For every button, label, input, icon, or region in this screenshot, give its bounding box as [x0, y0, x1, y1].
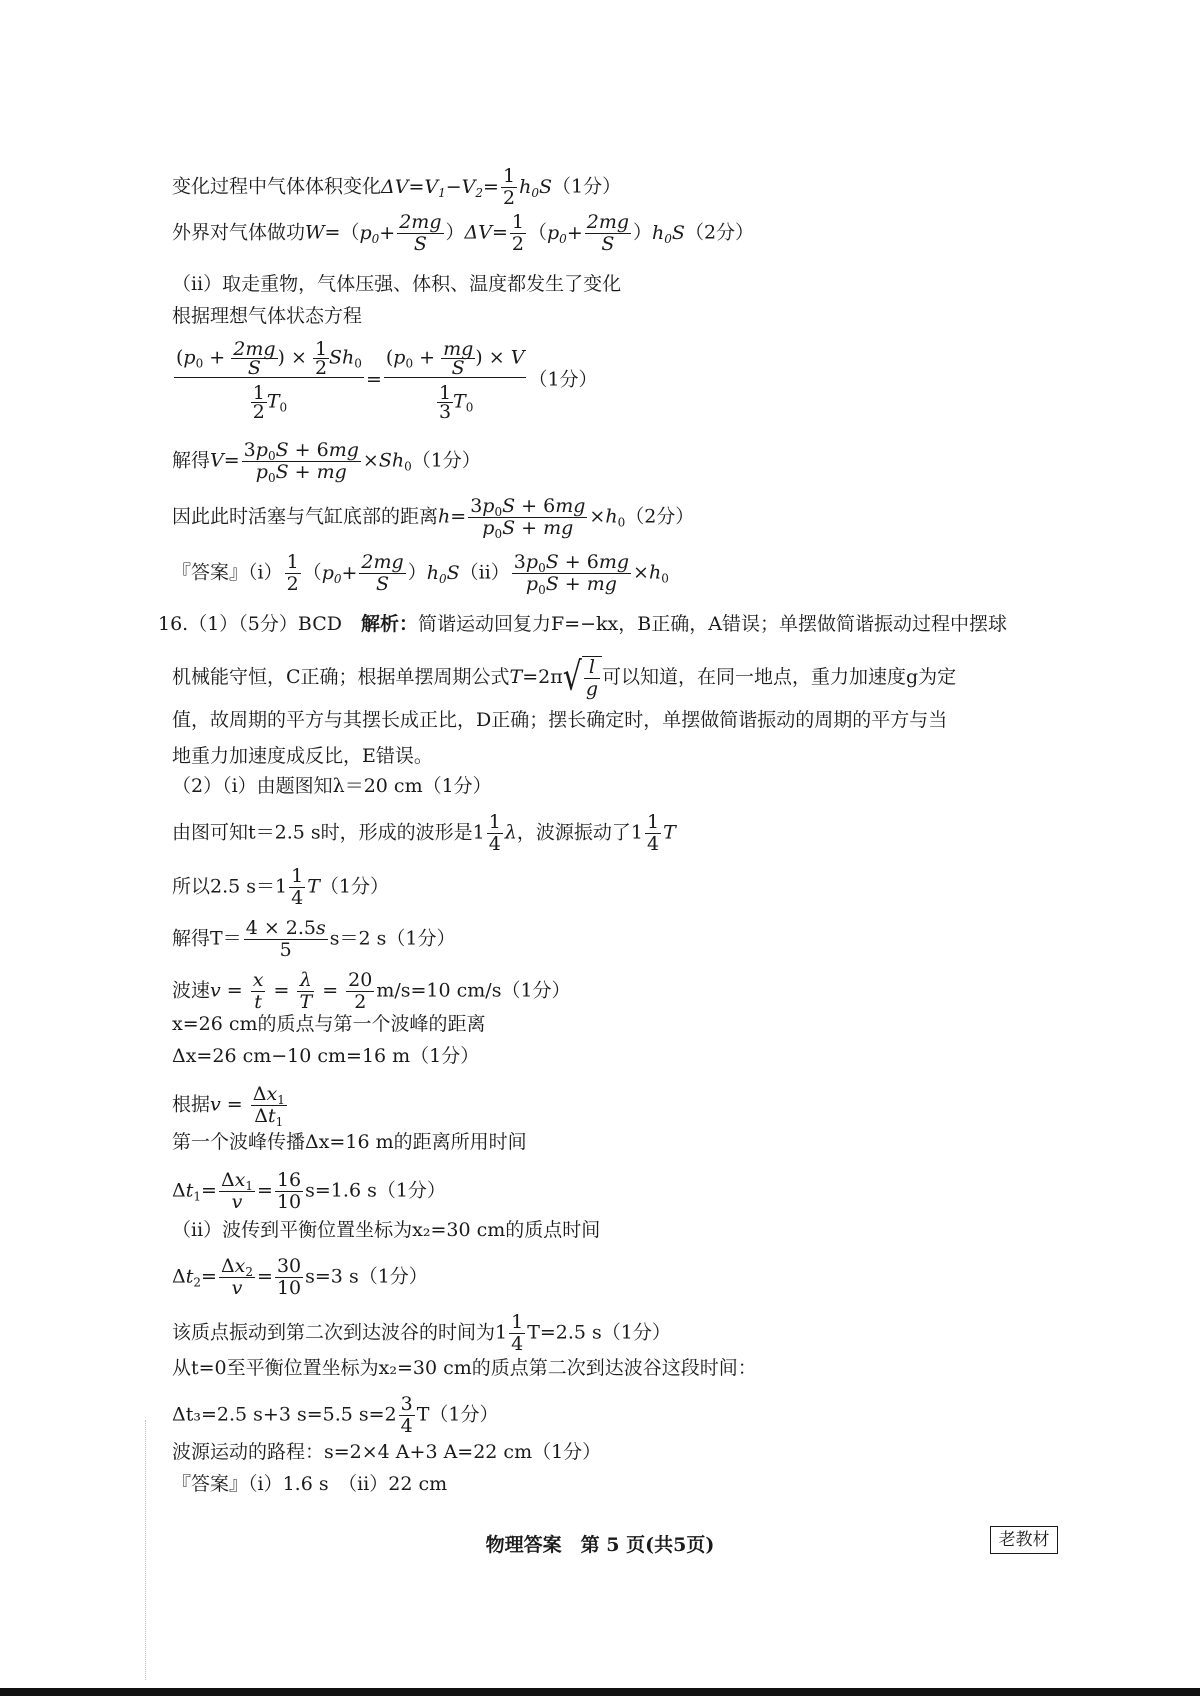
q16-head: 16.（1）（5分）BCD [158, 613, 342, 635]
scan-bottom-edge [0, 1688, 1200, 1696]
text: Δt₃=2.5 s+3 s=5.5 s= [172, 1403, 385, 1426]
text: s＝2 s（1分） [329, 927, 456, 950]
step-4: 解得T＝ $\frac{4 \times 2.5s}{5}$ s＝2 s（1分） [172, 917, 456, 961]
step-9: 第一个波峰传播Δx=16 m的距离所用时间 [172, 1131, 527, 1153]
line-work: 外界对气体做功$W=(p_0+$ $\frac{2mg}{S}$ ）ΔV= $\frac{1}{2}$ （$p_0+$ $\frac{2mg}{S}$ ）$h_0S(2$分） [172, 211, 755, 255]
text: T（1分） [416, 1403, 499, 1426]
edition-badge: 老教材 [990, 1526, 1058, 1554]
step-17-answer: 『答案』（ⅰ）1.6 s （ⅱ）22 cm [172, 1473, 448, 1495]
line-volume-change: 变化过程中气体体积变化$\Delta V=V_1-V_2=$ $\frac{1}{2}$ $h_0S(1$分） [172, 165, 622, 209]
step-8: 根据v = $\frac{\Delta x_1}{\Delta t_1}$ [172, 1083, 285, 1129]
step-2: 由图可知t＝2.5 s时，形成的波形是1 $\frac{1}{4}$ λ，波源振动了1 $\frac{1}{4}$ T [172, 811, 676, 855]
text: 该质点振动到第二次到达波谷的时间为 [172, 1321, 496, 1344]
score: （2分） [625, 505, 695, 528]
step-1: （2）（ⅰ）由题图知λ＝20 cm（1分） [172, 775, 492, 797]
text: 外界对气体做功 [172, 221, 306, 244]
analysis-label: 解析： [361, 613, 419, 635]
text: 所以2.5 s＝ [172, 875, 276, 898]
text: 机械能守恒，C正确；根据单摆周期公式 [172, 666, 510, 688]
line-part-ii: （ⅱ）取走重物，气体压强、体积、温度都发生了变化 [172, 273, 622, 295]
step-5: 波速v = $\frac{x}{t}$ = $\frac{\lambda}{T}$ = $\frac{20}{2}$ m/s=10 cm/s（1分） [172, 969, 571, 1013]
text: 解得 [172, 449, 211, 472]
text: s=1.6 s（1分） [305, 1179, 446, 1202]
step-13: 该质点振动到第二次到达波谷的时间为1 $\frac{1}{4}$ T=2.5 s（1分） [172, 1311, 671, 1355]
text: 因此此时活塞与气缸底部的距离 [172, 505, 439, 528]
line-distance-h: 因此此时活塞与气缸底部的距离h= $\frac{3p_0S + 6mg}{p_0S + mg}$ $\times h_0(2$分） [172, 495, 695, 541]
score: （2分） [684, 221, 755, 244]
score: （1分） [319, 875, 389, 898]
text: （ⅱ） [459, 561, 510, 584]
text: 简谐运动回复力F=−kx，B正确，A错误；单摆做简谐振动过程中摆球 [418, 613, 1007, 635]
text: 根据 [172, 1093, 211, 1116]
step-16: 波源运动的路程：s=2×4 A+3 A=22 cm（1分） [172, 1441, 602, 1463]
step-6: x=26 cm的质点与第一个波峰的距离 [172, 1013, 486, 1035]
text: 波速 [172, 979, 211, 1002]
step-11: （ⅱ）波传到平衡位置坐标为x₂=30 cm的质点时间 [172, 1219, 601, 1241]
ideal-gas-equation: ($p_0$ + $\frac{2mg}{S}$ ) × $\frac{1}{2}$ $Sh_0$ $\frac{1}{2}$ $T_0$ = ($p_0$ + $\frac{mg}{S}$ ) × V $\frac{1}{3}$ $T_0$ （1分） [176, 338, 598, 423]
scan-artifact [145, 1420, 148, 1680]
text: 解得T＝ [172, 927, 242, 950]
text: s=3 s（1分） [305, 1265, 428, 1288]
step-12: $\Delta t_2=$ $\frac{\Delta x_2}{v}$ = $\frac{30}{10}$ s=3 s（1分） [172, 1255, 428, 1299]
text: 由图可知t＝2.5 s时，形成的波形是 [172, 821, 473, 844]
text: 变化过程中气体体积变化 [172, 175, 382, 198]
page-footer: 物理答案 第 5 页(共5页) [485, 1534, 715, 1556]
q16-line-3: 值，故周期的平方与其摆长成正比，D正确；摆长确定时，单摆做简谐振动的周期的平方与当 [172, 709, 948, 731]
line-ideal-gas: 根据理想气体状态方程 [172, 305, 363, 327]
step-7: Δx=26 cm−10 cm=16 m（1分） [172, 1045, 480, 1067]
step-3: 所以2.5 s＝1 $\frac{1}{4}$ T（1分） [172, 865, 389, 909]
line-answer-15: 『答案』（ⅰ） $\frac{1}{2}$ （$p_0+$ $\frac{2mg}{S}$ ）$h_0S(ⅱ)$ $\frac{3p_0S + 6mg}{p_0S + mg}$ $\times h_0$ [172, 551, 669, 597]
text: 可以知道，在同一地点，重力加速度g为定 [602, 666, 957, 688]
score: （1分） [411, 449, 481, 472]
q16-line-4: 地重力加速度成反比，E错误。 [172, 745, 433, 767]
q16-line-1 [158, 612, 1007, 636]
step-10: $\Delta t_1=$ $\frac{\Delta x_1}{v}$ = $\frac{16}{10}$ s=1.6 s（1分） [172, 1169, 446, 1213]
text: T=2.5 s（1分） [527, 1321, 671, 1344]
text: ，波源振动了 [516, 821, 631, 844]
score: （1分） [528, 368, 598, 391]
text: m/s=10 cm/s（1分） [376, 979, 571, 1002]
step-14: 从t=0至平衡位置坐标为x₂=30 cm的质点第二次到达波谷这段时间： [172, 1357, 757, 1379]
text: 『答案』（ⅰ） [172, 561, 283, 584]
line-solve-v: 解得V= $\frac{3p_0S + 6mg}{p_0S + mg}$ $\times Sh_0(1$分） [172, 439, 481, 485]
score: （1分） [551, 175, 622, 198]
step-15: Δt₃=2.5 s+3 s=5.5 s=2 $\frac{3}{4}$ T（1分） [172, 1393, 499, 1437]
q16-line-2: 机械能守恒，C正确；根据单摆周期公式T=2π√ $\frac{l}{g}$ 可以知道，在同一地点，重力加速度g为定 [172, 654, 957, 701]
